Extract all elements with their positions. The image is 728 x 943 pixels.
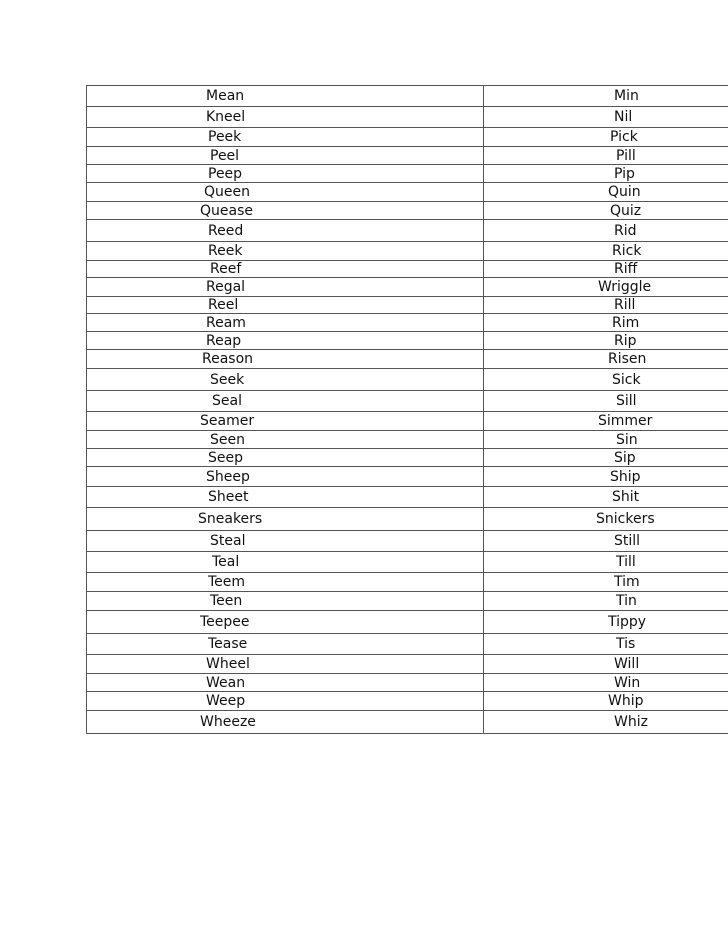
long-vowel-word-cell: Seek — [87, 369, 484, 391]
short-vowel-word-cell: Sill — [484, 391, 728, 412]
table-row — [87, 655, 728, 674]
table-row — [87, 202, 728, 220]
long-vowel-word-cell: Mean — [87, 86, 484, 107]
table-row — [87, 431, 728, 449]
table-row — [87, 183, 728, 202]
short-vowel-word-cell: Quiz — [484, 202, 728, 220]
short-vowel-word-cell: Pick — [484, 128, 728, 147]
long-vowel-word-cell: Seal — [87, 391, 484, 412]
table-row — [87, 242, 728, 261]
short-vowel-word-cell: Snickers — [484, 508, 728, 531]
long-vowel-word-cell: Reed — [87, 220, 484, 242]
long-vowel-word-cell: Peep — [87, 165, 484, 183]
long-vowel-word-cell: Reap — [87, 332, 484, 350]
table-row — [87, 592, 728, 611]
short-vowel-word-cell: Tin — [484, 592, 728, 611]
long-vowel-word-cell: Kneel — [87, 107, 484, 128]
long-vowel-word-cell: Quease — [87, 202, 484, 220]
long-vowel-word-cell: Sneakers — [87, 508, 484, 531]
short-vowel-word-cell: Quin — [484, 183, 728, 202]
table-row — [87, 86, 728, 107]
table-row — [87, 611, 728, 634]
short-vowel-word-cell: Ship — [484, 467, 728, 487]
long-vowel-word-cell: Sheet — [87, 487, 484, 508]
short-vowel-word-cell: Tippy — [484, 611, 728, 634]
long-vowel-word-cell: Reason — [87, 350, 484, 369]
table-row — [87, 487, 728, 508]
table-row — [87, 391, 728, 412]
short-vowel-word-cell: Sin — [484, 431, 728, 449]
table-row — [87, 107, 728, 128]
table-row — [87, 573, 728, 592]
short-vowel-word-cell: Win — [484, 674, 728, 692]
short-vowel-word-cell: Will — [484, 655, 728, 674]
short-vowel-word-cell: Whip — [484, 692, 728, 711]
long-vowel-word-cell: Teem — [87, 573, 484, 592]
table-row — [87, 350, 728, 369]
short-vowel-word-cell: Sick — [484, 369, 728, 391]
long-vowel-word-cell: Teal — [87, 552, 484, 573]
table-row — [87, 467, 728, 487]
short-vowel-word-cell: Rid — [484, 220, 728, 242]
long-vowel-word-cell: Wean — [87, 674, 484, 692]
long-vowel-word-cell: Queen — [87, 183, 484, 202]
table-row — [87, 220, 728, 242]
short-vowel-word-cell: Rick — [484, 242, 728, 261]
long-vowel-word-cell: Seamer — [87, 412, 484, 431]
long-vowel-word-cell: Ream — [87, 314, 484, 332]
long-vowel-word-cell: Tease — [87, 634, 484, 655]
short-vowel-word-cell: Still — [484, 531, 728, 552]
short-vowel-word-cell: Till — [484, 552, 728, 573]
long-vowel-word-cell: Wheel — [87, 655, 484, 674]
short-vowel-word-cell: Whiz — [484, 711, 728, 734]
short-vowel-word-cell: Tim — [484, 573, 728, 592]
table-row — [87, 674, 728, 692]
table-row — [87, 449, 728, 467]
long-vowel-word-cell: Wheeze — [87, 711, 484, 734]
short-vowel-word-cell: Rip — [484, 332, 728, 350]
long-vowel-word-cell: Seep — [87, 449, 484, 467]
table-row — [87, 552, 728, 573]
word-pair-table — [86, 85, 728, 734]
short-vowel-word-cell: Pip — [484, 165, 728, 183]
short-vowel-word-cell: Shit — [484, 487, 728, 508]
short-vowel-word-cell: Simmer — [484, 412, 728, 431]
long-vowel-word-cell: Reef — [87, 261, 484, 278]
table-row — [87, 508, 728, 531]
short-vowel-word-cell: Sip — [484, 449, 728, 467]
long-vowel-word-cell: Sheep — [87, 467, 484, 487]
table-row — [87, 147, 728, 165]
long-vowel-word-cell: Reel — [87, 297, 484, 314]
short-vowel-word-cell: Rim — [484, 314, 728, 332]
short-vowel-word-cell: Pill — [484, 147, 728, 165]
table-row — [87, 369, 728, 391]
table-row — [87, 261, 728, 278]
short-vowel-word-cell: Nil — [484, 107, 728, 128]
table-row — [87, 297, 728, 314]
short-vowel-word-cell: Min — [484, 86, 728, 107]
short-vowel-word-cell: Riff — [484, 261, 728, 278]
short-vowel-word-cell: Risen — [484, 350, 728, 369]
table-row — [87, 692, 728, 711]
table-row — [87, 531, 728, 552]
long-vowel-word-cell: Seen — [87, 431, 484, 449]
table-row — [87, 634, 728, 655]
long-vowel-word-cell: Peel — [87, 147, 484, 165]
table-row — [87, 165, 728, 183]
table-row — [87, 412, 728, 431]
long-vowel-word-cell: Weep — [87, 692, 484, 711]
long-vowel-word-cell: Teepee — [87, 611, 484, 634]
short-vowel-word-cell: Rill — [484, 297, 728, 314]
short-vowel-word-cell: Tis — [484, 634, 728, 655]
short-vowel-word-cell: Wriggle — [484, 278, 728, 297]
table-row — [87, 711, 728, 734]
long-vowel-word-cell: Reek — [87, 242, 484, 261]
long-vowel-word-cell: Steal — [87, 531, 484, 552]
long-vowel-word-cell: Regal — [87, 278, 484, 297]
table-row — [87, 128, 728, 147]
table-row — [87, 332, 728, 350]
table-row — [87, 278, 728, 297]
word-pair-table-body — [87, 86, 728, 734]
table-row — [87, 314, 728, 332]
long-vowel-word-cell: Teen — [87, 592, 484, 611]
long-vowel-word-cell: Peek — [87, 128, 484, 147]
